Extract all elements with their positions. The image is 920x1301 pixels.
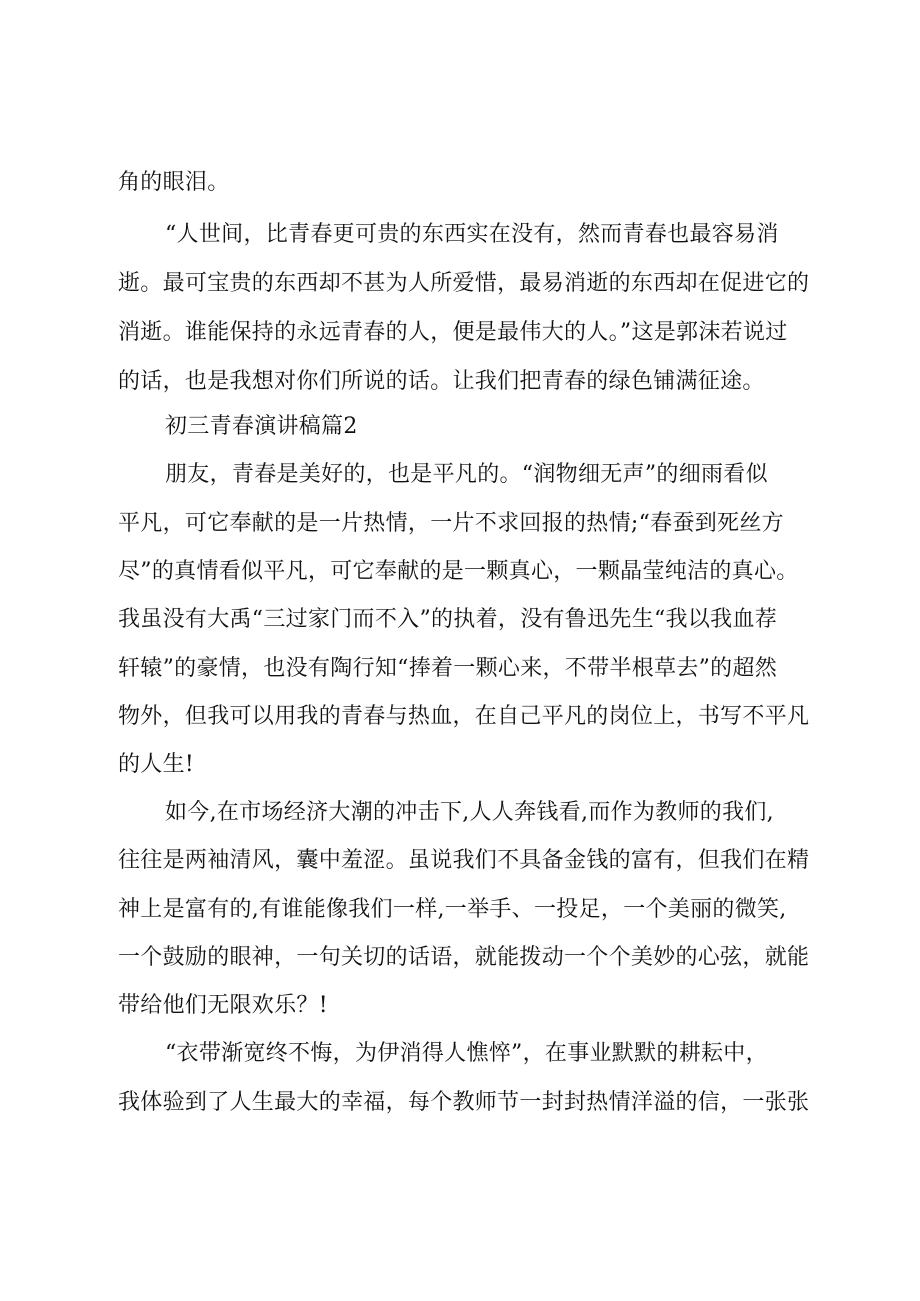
text-line: 的人生! xyxy=(118,752,195,777)
text-line: 尽”的真情看似平凡，可它奉献的是一颗真心，一颗晶莹纯洁的真心。 xyxy=(118,559,799,584)
text-line: 角的眼泪。 xyxy=(118,170,230,195)
text-line: 消逝。谁能保持的永远青春的人，便是最伟大的人。”这是郭沫若说过 xyxy=(118,320,788,345)
text-line: 的话，也是我想对你们所说的话。让我们把青春的绿色铺满征途。 xyxy=(118,369,765,394)
text-line: 带给他们无限欢乐？! xyxy=(118,993,328,1018)
text-line: 往往是两袖清风，囊中羞涩。虽说我们不具备金钱的富有，但我们在精 xyxy=(118,848,810,873)
text-line: 神上是富有的,有谁能像我们一样,一举手、一投足，一个美丽的微笑, xyxy=(118,897,787,922)
text-line: 物外，但我可以用我的青春与热血，在自己平凡的岗位上，书写不平凡 xyxy=(118,704,810,729)
text-line: 如今,在市场经济大潮的冲击下,人人奔钱看,而作为教师的我们, xyxy=(165,800,774,825)
text-line: 一个鼓励的眼神，一句关切的话语，就能拨动一个个美妙的心弦，就能 xyxy=(118,945,810,970)
section-heading: 初三青春演讲稿篇2 xyxy=(165,414,358,439)
text-line: 逝。最可宝贵的东西却不甚为人所爱惜，最易消逝的东西却在促进它的 xyxy=(118,271,810,296)
text-line: 我虽没有大禹“三过家门而不入”的执着，没有鲁迅先生“我以我血荐 xyxy=(118,607,778,632)
text-line: 朋友，青春是美好的，也是平凡的。“润物细无声”的细雨看似 xyxy=(165,462,768,487)
text-line: “人世间，比青春更可贵的东西实在没有，然而青春也最容易消 xyxy=(165,222,779,247)
text-line: 轩辕”的豪情，也没有陶行知“捧着一颗心来，不带半根草去”的超然 xyxy=(118,656,778,681)
text-line: 我体验到了人生最大的幸福，每个教师节一封封热情洋溢的信，一张张 xyxy=(118,1090,810,1115)
text-line: 平凡，可它奉献的是一片热情，一片不求回报的热情;“春蚕到死丝方 xyxy=(118,511,784,536)
text-line: “衣带渐宽终不悔，为伊消得人憔悴”，在事业默默的耕耘中， xyxy=(165,1041,768,1066)
